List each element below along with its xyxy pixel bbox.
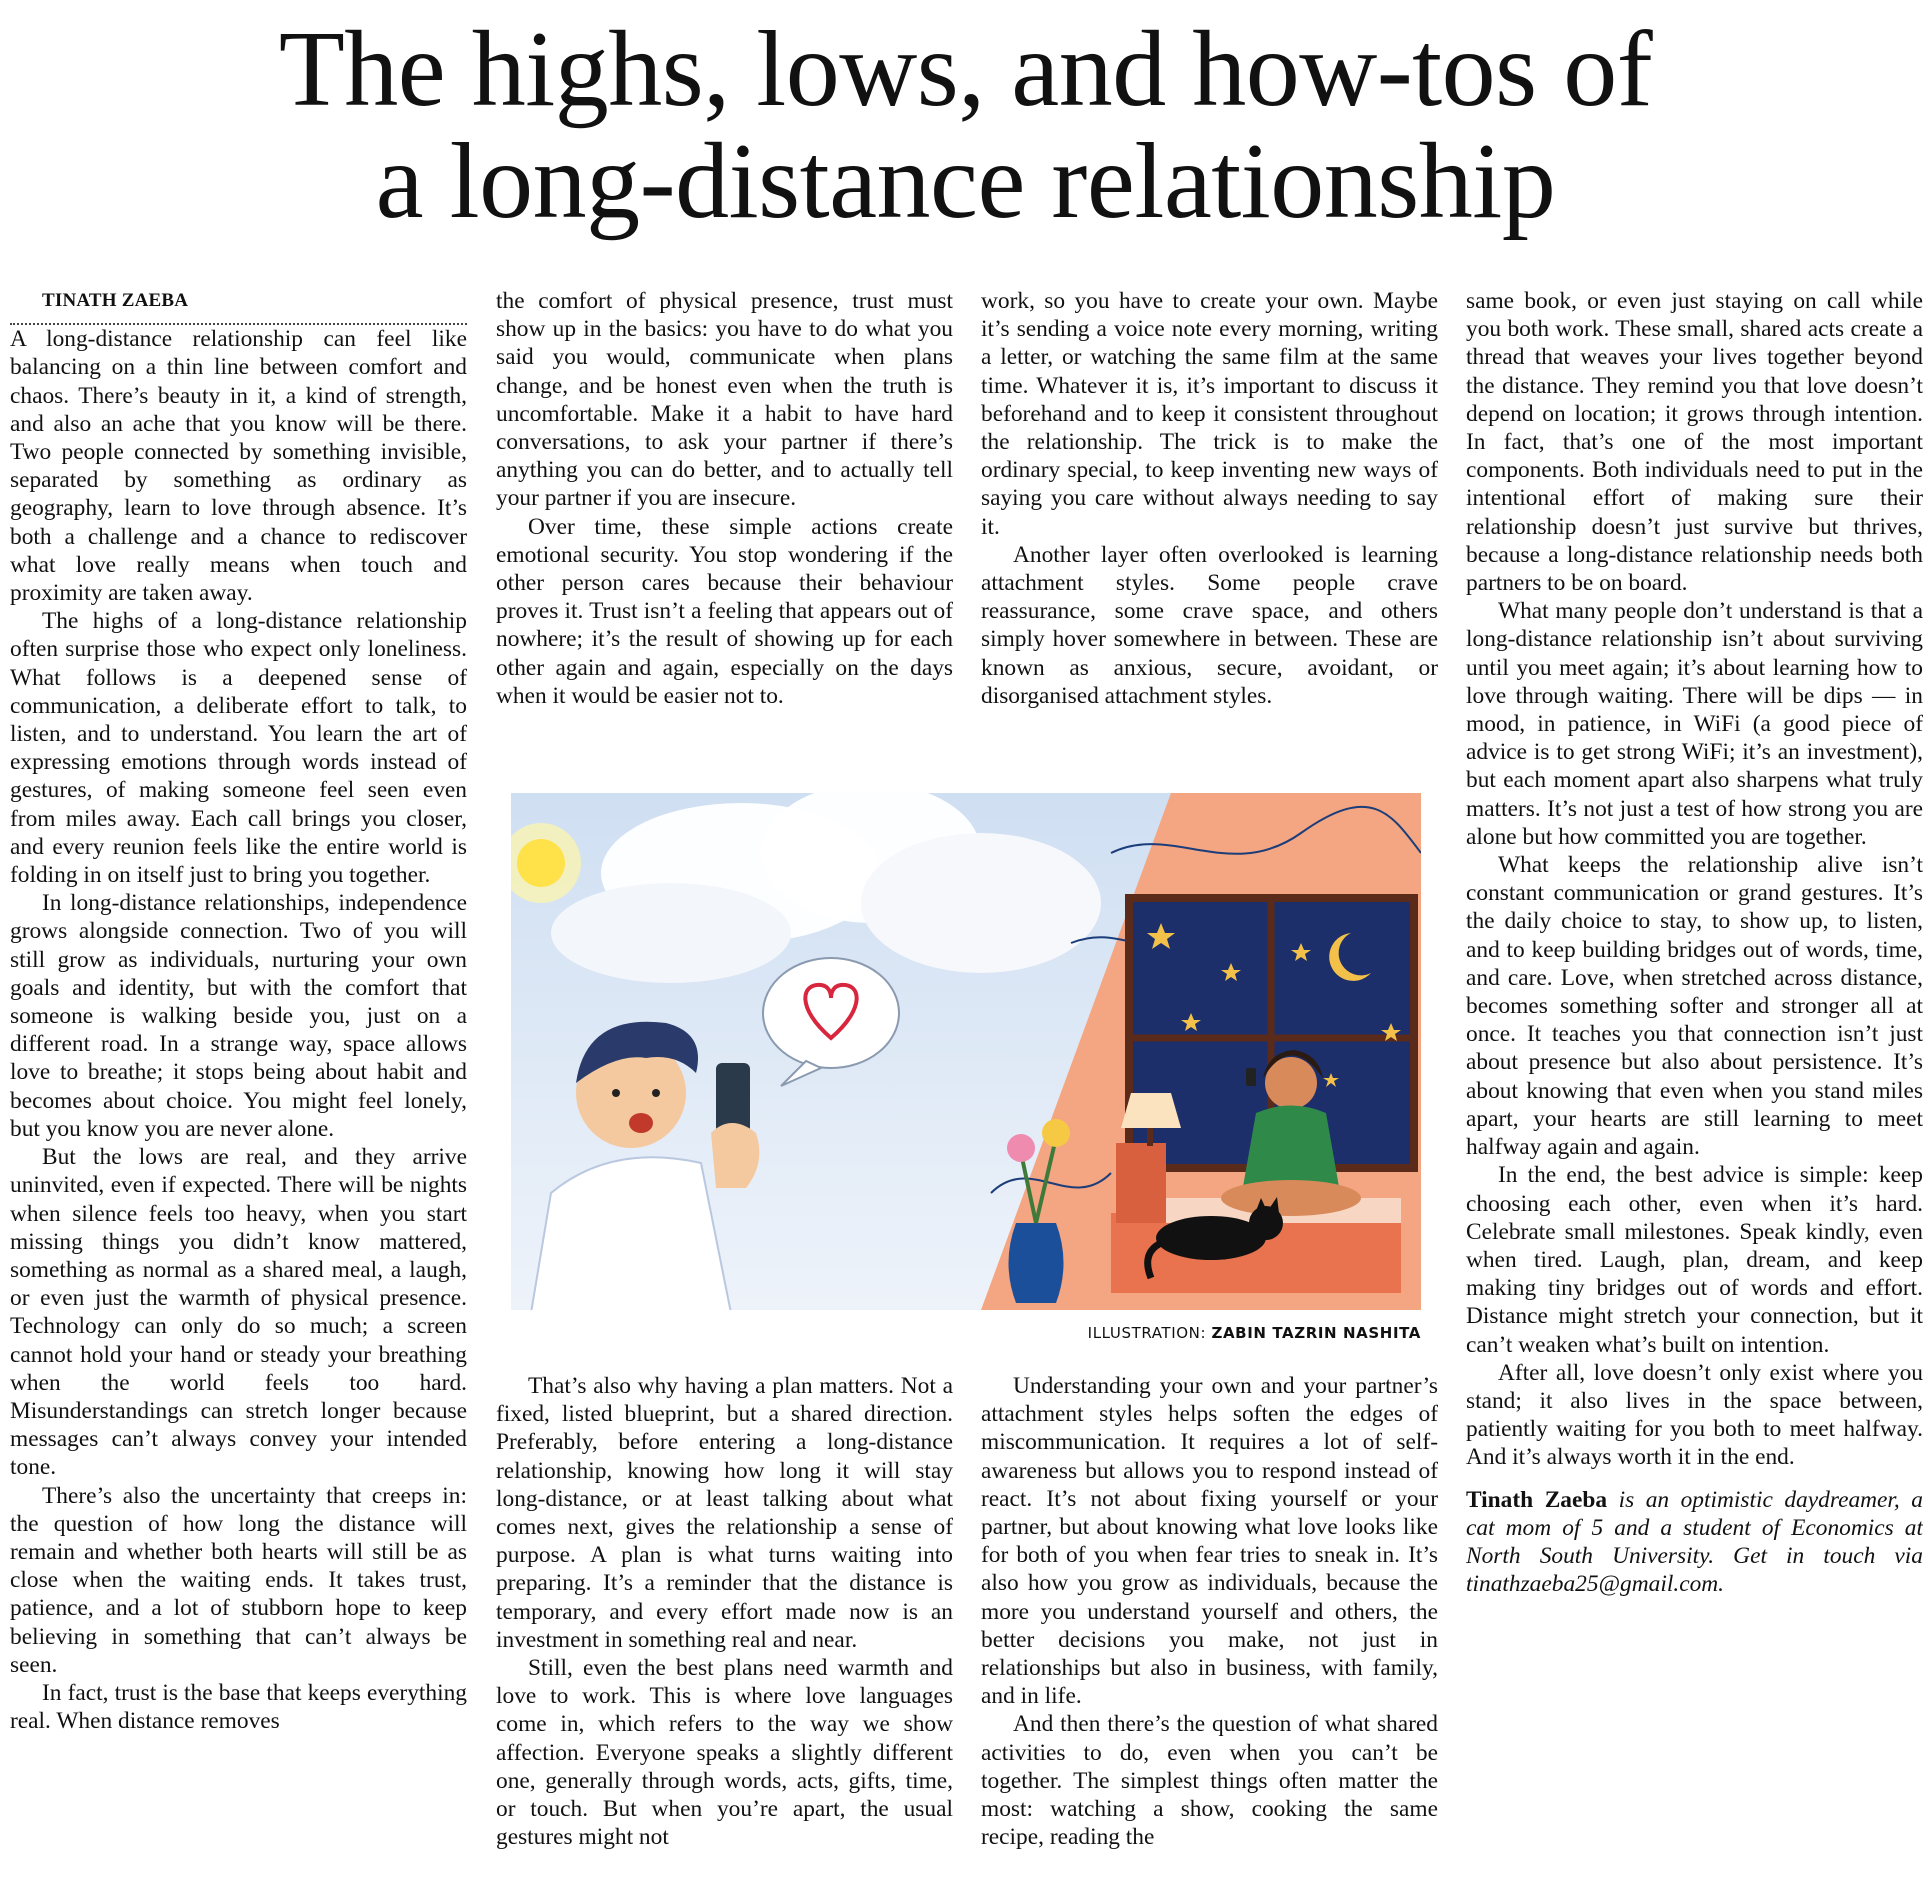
author-name: Tinath Zaeba	[1466, 1486, 1608, 1513]
paragraph: A long-distance relationship can feel like balancing on a thin line between comfort and chaos. There’s beauty in it, a kind of strength, and also an ache that you know will be there. Two people connected by something invisible, separated by something as ordinary as geography, learn to love through absence. It’s both a challenge and a chance to rediscover what love really means when touch and proximity are taken away.	[10, 326, 467, 607]
byline: TINATH ZAEBA	[10, 287, 467, 325]
paragraph: Still, even the best plans need warmth and love to work. This is where love languages come in, which refers to the way we show affection. Everyone speaks a slightly different one, generally through words, acts, gifts, time, or touch. But when you’re apart, the usual gestures might not	[496, 1655, 953, 1851]
author-bio-text: is an optimistic daydreamer, a cat mom of 5 and a student of Economics at North South University. Get in touch via tinathzaeba25@gmail.com.	[1466, 1486, 1923, 1598]
paragraph: That’s also why having a plan matters. Not a fixed, listed blueprint, but a shared direction. Preferably, before entering a long-distance relationship, knowing how long it will stay long-distance, or at least talking about what comes next, gives the relationship a sense of purpose. A plan is what turns waiting into preparing. It’s a reminder that the distance is temporary, and every effort made now is an investment in something real and near.	[496, 1373, 953, 1653]
paragraph: There’s also the uncertainty that creeps in: the question of how long the distance will remain and whether both hearts will still be as close when the waiting ends. It takes trust, patience, and a lot of stubborn hope to keep believing in something that can’t always be seen.	[10, 1482, 467, 1678]
headline-line-2: a long-distance relationship	[375, 122, 1556, 241]
paragraph: And then there’s the question of what shared activities to do, even when you can’t be together. The simplest things often matter the most: watching a show, cooking the same recipe, reading the	[981, 1711, 1438, 1851]
headline	[0, 10, 1931, 241]
paragraph: In the end, the best advice is simple: keep choosing each other, even when it’s hard. Celebrate small milestones. Speak kindly, even when tired. Laugh, plan, dream, and keep making tiny bridges out of words and effort. Distance might stretch your connection, but it can’t weaken what’s built on intention.	[1466, 1162, 1923, 1358]
paragraph: But the lows are real, and they arrive uninvited, even if expected. There will be nights when silence feels too heavy, when you start missing things you didn’t know mattered, something as normal as a shared meal, a laugh, or even just the warmth of physical presence. Technology can only do so much; a screen cannot hold your hand or steady your breathing when the world feels too hard. Misunderstandings can stretch longer because messages can’t always convey your intended tone.	[10, 1144, 467, 1481]
author-bio	[1466, 1486, 1923, 1599]
paragraph: Over time, these simple actions create emotional security. You stop wondering if the other person cares because their behaviour proves it. Trust isn’t a feeling that appears out of nowhere; it’s the result of showing up for each other again and again, especially on the days when it would be easier not to.	[496, 513, 953, 709]
paragraph: In long-distance relationships, independence grows alongside connection. Two of you will still grow as individuals, nurturing your own goals and identity, but with the comfort that someone is walking beside you, just on a different road. In a strange way, space allows love to breathe; it stops being about habit and becomes about choice. You might feel lonely, but you know you are never alone.	[10, 890, 467, 1142]
paragraph: the comfort of physical presence, trust must show up in the basics: you have to do what you said you would, communicate when plans change, and be honest even when the truth is uncomfortable. Make it a habit to have hard conversations, to ask your partner if there’s anything you can do better, and to actually tell your partner if you are insecure.	[496, 288, 953, 512]
phone-icon	[1246, 1068, 1256, 1086]
credit-name: ZABIN TAZRIN NASHITA	[1211, 1324, 1421, 1342]
paragraph: The highs of a long-distance relationship often surprise those who expect only loneliness. What follows is a deepened sense of communication, a deliberate effort to talk, to listen, and to understand. You learn the art of expressing emotions through words instead of gestures, of making someone feel seen even from miles away. Each call brings you closer, and every reunion feels like the entire world is folding in on itself just to bring you together.	[10, 608, 467, 889]
paragraph: Another layer often overlooked is learning attachment styles. Some people crave reassurance, some crave space, and others simply hover somewhere in between. These are known as anxious, secure, avoidant, or disorganised attachment styles.	[981, 541, 1438, 709]
illustration-credit	[1000, 1324, 1421, 1342]
paragraph: After all, love doesn’t only exist where you stand; it also lives in the space between, patiently waiting for you both to meet halfway. And it’s always worth it in the end.	[1466, 1359, 1923, 1471]
article-column-2-bottom	[496, 1372, 953, 1877]
article-column-1	[10, 287, 467, 1877]
article-column-4	[1466, 287, 1923, 1877]
paragraph: What keeps the relationship alive isn’t constant communication or grand gestures. It’s the daily choice to stay, to show up, to listen, and to keep building bridges out of words, time, and care. Love, when stretched across distance, becomes something softer and stronger all at once. It teaches you that connection isn’t just about presence but also about persistence. It’s about knowing that even when you stand miles apart, your hearts are still learning to meet halfway again and again.	[1466, 852, 1923, 1161]
illustration	[511, 793, 1421, 1310]
article-column-2-top	[496, 287, 953, 757]
paragraph: In fact, trust is the base that keeps everything real. When distance removes	[10, 1679, 467, 1735]
headline-line-1: The highs, lows, and how-tos of	[278, 10, 1653, 129]
article-column-3-bottom	[981, 1372, 1438, 1877]
paragraph: What many people don’t understand is that a long-distance relationship isn’t about surviving until you meet again; it’s about learning how to love through waiting. There will be dips — in mood, in patience, in WiFi (a good piece of advice is to get strong WiFi; it’s an investment), but each moment apart also sharpens what truly matters. It’s not just a test of how strong you are alone but how committed you are together.	[1466, 598, 1923, 850]
credit-label: ILLUSTRATION:	[1087, 1324, 1212, 1342]
article-column-3-top	[981, 287, 1438, 757]
paragraph: same book, or even just staying on call while you both work. These small, shared acts create a thread that weaves your lives together beyond the distance. They remind you that love doesn’t depend on location; it grows through intention. In fact, that’s one of the most important components. Both individuals need to put in the intentional effort of making sure their relationship doesn’t just survive but thrives, because a long-distance relationship needs both partners to be on board.	[1466, 288, 1923, 597]
paragraph: Understanding your own and your partner’s attachment styles helps soften the edges of miscommunication. It requires a lot of self-awareness but allows you to respond instead of react. It’s not about fixing yourself or your partner, but about knowing what love looks like for both of you when fear tries to sneak in. It’s also how you grow as individuals, because the more you understand yourself and others, the better decisions you make, not just in relationships but also in business, with family, and in life.	[981, 1373, 1438, 1710]
paragraph: work, so you have to create your own. Maybe it’s sending a voice note every morning, writing a letter, or watching the same film at the same time. Whatever it is, it’s important to discuss it beforehand and to keep it consistent throughout the relationship. The trick is to make the ordinary special, to keep inventing new ways of saying you care without always needing to say it.	[981, 288, 1438, 540]
